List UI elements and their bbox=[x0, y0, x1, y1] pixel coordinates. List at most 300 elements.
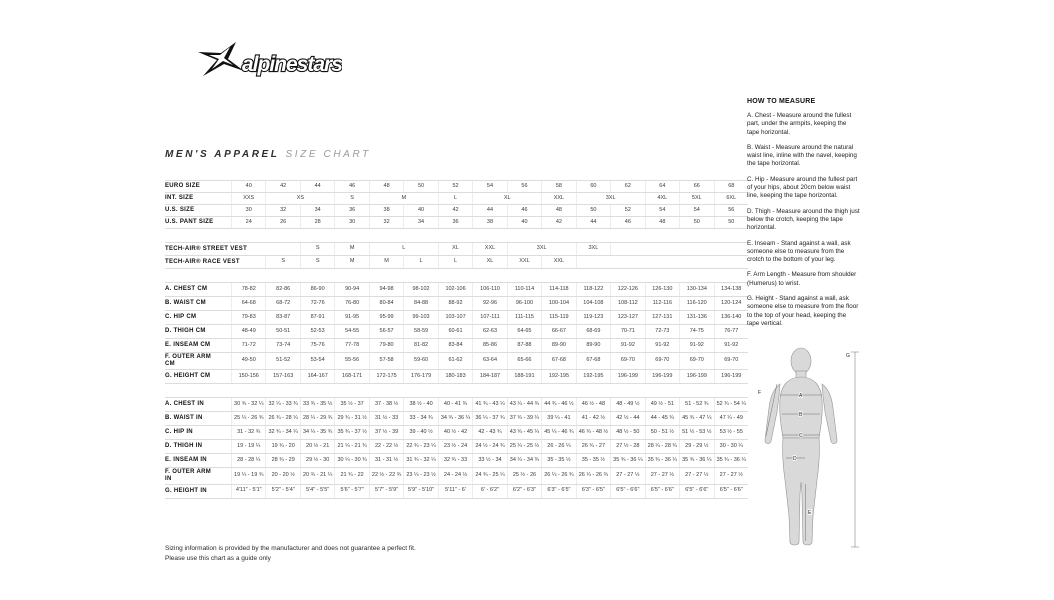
measure-instruction: A. Chest - Measure around the fullest part, under the armpits, keeping the tape horizontal. bbox=[747, 112, 852, 136]
table-cell: 64 bbox=[645, 181, 679, 192]
row-label: E. INSEAM IN bbox=[165, 456, 207, 463]
table-cell: 54 bbox=[679, 205, 713, 216]
table-cell: 32 ¼ - 33 ¾ bbox=[265, 398, 299, 411]
table-cell: 55-56 bbox=[334, 353, 368, 369]
table-cell: 69-70 bbox=[679, 353, 713, 369]
table-cell: 5'7" - 5'9" bbox=[369, 485, 403, 498]
row-label: F. OUTER ARM CM bbox=[165, 354, 212, 367]
table-cell: 6'5" - 6'6" bbox=[610, 485, 644, 498]
table-cell: 30 - 30 ¼ bbox=[714, 440, 748, 453]
table-cell: 5'9" - 5'10" bbox=[403, 485, 437, 498]
page-title-main: MEN'S APPAREL bbox=[165, 149, 280, 160]
table-cell: 35 ¾ - 36 ¼ bbox=[679, 454, 713, 467]
table-cell: 35 ¾ - 37 ½ bbox=[334, 426, 368, 439]
table-cell: XXL bbox=[472, 243, 506, 255]
table-cell: 24 ½ - 24 ¾ bbox=[472, 440, 506, 453]
table-cell: 196-199 bbox=[714, 370, 748, 383]
table-cell: 40 ½ - 42 bbox=[438, 426, 472, 439]
table-cell: 57-58 bbox=[369, 353, 403, 369]
table-cell: 131-136 bbox=[679, 311, 713, 324]
how-to-measure-panel bbox=[747, 98, 860, 335]
table-cell: 91-95 bbox=[334, 311, 368, 324]
table-cell: 41 - 42 ½ bbox=[576, 412, 610, 425]
row-label: D. THIGH IN bbox=[165, 442, 203, 449]
table-cell: 73-74 bbox=[265, 339, 299, 352]
table-cell: 49 ½ - 51 bbox=[645, 398, 679, 411]
row-label: G. HEIGHT IN bbox=[165, 487, 207, 494]
table-cell: 42 bbox=[265, 181, 299, 192]
table-cell: 28 bbox=[300, 217, 334, 228]
table-row bbox=[165, 339, 748, 353]
table-cell bbox=[610, 243, 748, 255]
table-cell: 48 bbox=[369, 181, 403, 192]
table-cell: 52 bbox=[610, 205, 644, 216]
table-cell: 48 bbox=[541, 205, 575, 216]
body-measurement-diagram bbox=[749, 344, 865, 560]
table-cell: 103-107 bbox=[438, 311, 472, 324]
table-cell: 106-110 bbox=[472, 283, 506, 296]
how-to-measure-heading: HOW TO MEASURE bbox=[747, 98, 816, 105]
table-row bbox=[165, 205, 748, 217]
table-cell: 27 - 27 ½ bbox=[645, 468, 679, 484]
table-cell: 59-60 bbox=[403, 353, 437, 369]
table-cell: 3XL bbox=[507, 243, 576, 255]
table-cell: 108-112 bbox=[610, 297, 644, 310]
table-cell: 26 ¼ - 26 ¾ bbox=[541, 468, 575, 484]
table-cell: 176-179 bbox=[403, 370, 437, 383]
table-cell: M bbox=[369, 193, 438, 204]
table-cell: 48 ½ - 50 bbox=[610, 426, 644, 439]
table-cell: 136-140 bbox=[714, 311, 748, 324]
table-cell: 53 ½ - 55 bbox=[714, 426, 748, 439]
table-cell: M bbox=[334, 256, 368, 268]
table-cell: 83-84 bbox=[438, 339, 472, 352]
table-cell: 44 - 45 ¾ bbox=[645, 412, 679, 425]
table-cell: 46 bbox=[334, 181, 368, 192]
table-cell: 71-72 bbox=[231, 339, 265, 352]
table-cell: 27 ½ - 28 bbox=[610, 440, 644, 453]
table-cell: 110-114 bbox=[507, 283, 541, 296]
table-cell: 30 ¾ - 32 ¼ bbox=[231, 398, 265, 411]
page-title-sub: SIZE CHART bbox=[285, 149, 371, 160]
table-cell: 37 - 38 ½ bbox=[369, 398, 403, 411]
table-cell: 52-53 bbox=[300, 325, 334, 338]
table-cell: 26 ¼ - 26 ¾ bbox=[576, 468, 610, 484]
table-cell: 26 ¾ - 28 ¼ bbox=[265, 412, 299, 425]
table-cell: 29 - 29 ½ bbox=[679, 440, 713, 453]
table-cell: 67-68 bbox=[541, 353, 575, 369]
size-table-rows bbox=[165, 180, 748, 499]
table-cell: S bbox=[300, 256, 334, 268]
table-cell: 40 bbox=[231, 181, 265, 192]
table-cell: 77-78 bbox=[334, 339, 368, 352]
table-cell: 84-88 bbox=[403, 297, 437, 310]
table-cell: 83-87 bbox=[265, 311, 299, 324]
table-cell: 49-50 bbox=[231, 353, 265, 369]
table-cell: 72-73 bbox=[645, 325, 679, 338]
table-cell: 33 - 34 ¾ bbox=[403, 412, 437, 425]
table-cell: 33 ½ - 34 bbox=[472, 454, 506, 467]
row-label: B. WAIST CM bbox=[165, 300, 206, 307]
table-cell: 36 bbox=[438, 217, 472, 228]
table-cell: 107-111 bbox=[472, 311, 506, 324]
table-cell: 112-116 bbox=[645, 297, 679, 310]
row-label: EURO SIZE bbox=[165, 183, 201, 190]
table-cell: 6' - 6'2" bbox=[472, 485, 506, 498]
table-row bbox=[165, 297, 748, 311]
table-cell: 63-64 bbox=[472, 353, 506, 369]
table-row bbox=[165, 325, 748, 339]
table-cell: 22 ½ - 22 ¾ bbox=[369, 468, 403, 484]
table-cell: 62-63 bbox=[472, 325, 506, 338]
table-cell: 24 - 24 ½ bbox=[438, 468, 472, 484]
table-cell: 44 ¾ - 46 ½ bbox=[541, 398, 575, 411]
table-cell: 92-96 bbox=[472, 297, 506, 310]
table-cell: 38 ½ - 40 bbox=[403, 398, 437, 411]
table-cell: 127-131 bbox=[645, 311, 679, 324]
table-cell: M bbox=[369, 256, 403, 268]
diagram-label-inseam: E bbox=[808, 510, 812, 516]
table-cell: 40 bbox=[403, 205, 437, 216]
table-cell: 46 bbox=[610, 217, 644, 228]
table-cell: 28 ¼ - 28 ¾ bbox=[645, 440, 679, 453]
table-cell: 50 bbox=[714, 217, 748, 228]
table-cell: 45 ¼ - 46 ¾ bbox=[541, 426, 575, 439]
table-cell: 69-70 bbox=[645, 353, 679, 369]
table-cell: 50 bbox=[679, 217, 713, 228]
table-cell: 6XL bbox=[714, 193, 748, 204]
measure-instruction: B. Waist - Measure around the natural waist line, inline with the navel, keeping the tape horizontal. bbox=[747, 143, 857, 168]
table-cell: 188-191 bbox=[507, 370, 541, 383]
table-cell: 58 bbox=[541, 181, 575, 192]
table-cell bbox=[576, 256, 748, 268]
table-cell: L bbox=[438, 256, 472, 268]
table-cell: 130-134 bbox=[679, 283, 713, 296]
table-cell: 88-92 bbox=[438, 297, 472, 310]
table-cell: 47 ¼ - 49 bbox=[714, 412, 748, 425]
table-cell: 4XL bbox=[645, 193, 679, 204]
table-cell: 184-187 bbox=[472, 370, 506, 383]
table-cell: L bbox=[369, 243, 438, 255]
table-cell: 134-138 bbox=[714, 283, 748, 296]
table-cell: 19 ¾ - 20 bbox=[265, 440, 299, 453]
row-label: F. OUTER ARM IN bbox=[165, 468, 212, 482]
table-cell: 70-71 bbox=[610, 325, 644, 338]
table-cell: 5'2" - 5'4" bbox=[265, 485, 299, 498]
table-cell: 69-70 bbox=[610, 353, 644, 369]
table-cell: 46 ¾ - 48 ½ bbox=[576, 426, 610, 439]
table-cell: 96-100 bbox=[507, 297, 541, 310]
table-cell: 26 ¾ - 27 bbox=[576, 440, 610, 453]
table-cell: 45 ¾ - 47 ¼ bbox=[679, 412, 713, 425]
row-label: C. HIP CM bbox=[165, 314, 197, 321]
table-cell: 94-98 bbox=[369, 283, 403, 296]
table-cell: 6'5" - 6'6" bbox=[714, 485, 748, 498]
table-row bbox=[165, 370, 748, 384]
row-label: TECH-AIR® RACE VEST bbox=[165, 258, 240, 265]
table-row bbox=[165, 311, 748, 325]
table-cell: 78-82 bbox=[231, 283, 265, 296]
alpinestars-wordmark: alpinestars bbox=[242, 53, 342, 76]
table-cell: 36 bbox=[334, 205, 368, 216]
table-cell: 50 bbox=[403, 181, 437, 192]
table-cell: 26 - 26 ¼ bbox=[541, 440, 575, 453]
table-cell: 79-83 bbox=[231, 311, 265, 324]
table-row bbox=[165, 181, 748, 193]
table-cell: S bbox=[300, 243, 334, 255]
table-row bbox=[165, 283, 748, 297]
table-cell: 99-103 bbox=[403, 311, 437, 324]
row-label: C. HIP IN bbox=[165, 428, 193, 435]
table-row bbox=[165, 454, 748, 468]
table-cell: 91-92 bbox=[679, 339, 713, 352]
table-cell: XXL bbox=[541, 193, 575, 204]
row-label: U.S. PANT SIZE bbox=[165, 219, 214, 226]
table-cell: 53-54 bbox=[300, 353, 334, 369]
table-cell: 34 bbox=[300, 205, 334, 216]
row-label: A. CHEST CM bbox=[165, 286, 208, 293]
table-cell: 35 ½ - 37 bbox=[334, 398, 368, 411]
table-cell: 51-52 bbox=[265, 353, 299, 369]
table-cell: 25 ½ - 26 bbox=[507, 468, 541, 484]
table-cell: 34 ¾ - 36 ¼ bbox=[438, 412, 472, 425]
table-cell: 85-86 bbox=[472, 339, 506, 352]
table-row bbox=[165, 440, 748, 454]
table-cell: XXL bbox=[507, 256, 541, 268]
table-cell: 168-171 bbox=[334, 370, 368, 383]
row-label: INT. SIZE bbox=[165, 195, 194, 202]
table-cell: 3XL bbox=[576, 193, 645, 204]
table-row bbox=[165, 426, 748, 440]
table-cell: 95-99 bbox=[369, 311, 403, 324]
table-row bbox=[165, 217, 748, 229]
table-cell: 87-88 bbox=[507, 339, 541, 352]
table-row bbox=[165, 398, 748, 412]
table-cell: 23 ¼ - 23 ½ bbox=[403, 468, 437, 484]
table-cell: 75-76 bbox=[300, 339, 334, 352]
table-cell: 21 ¾ - 22 bbox=[334, 468, 368, 484]
how-to-measure-list bbox=[747, 112, 860, 328]
table-cell: XS bbox=[265, 193, 334, 204]
table-row bbox=[165, 353, 748, 370]
table-cell: 36 ¼ - 37 ¾ bbox=[472, 412, 506, 425]
table-row bbox=[165, 468, 748, 485]
diagram-label-arm: F bbox=[758, 390, 762, 396]
table-cell: 44 bbox=[300, 181, 334, 192]
table-cell: 32 bbox=[265, 205, 299, 216]
table-cell: 48 - 49 ½ bbox=[610, 398, 644, 411]
table-cell: 6'3" - 6'5" bbox=[576, 485, 610, 498]
alpinestars-star-icon bbox=[198, 42, 244, 76]
table-cell: 31 - 31 ½ bbox=[369, 454, 403, 467]
table-cell: 35 ¾ - 36 ¼ bbox=[714, 454, 748, 467]
table-cell: 20 ¾ - 21 ¼ bbox=[300, 468, 334, 484]
table-cell: 24 bbox=[231, 217, 265, 228]
table-cell: 20 ½ - 21 bbox=[300, 440, 334, 453]
table-cell: 68-69 bbox=[576, 325, 610, 338]
table-cell: 89-90 bbox=[541, 339, 575, 352]
table-cell: 28 - 28 ¼ bbox=[231, 454, 265, 467]
table-cell: 30 bbox=[231, 205, 265, 216]
diagram-label-waist: B bbox=[799, 412, 803, 418]
row-label: E. INSEAM CM bbox=[165, 342, 211, 349]
table-cell: XXS bbox=[231, 193, 265, 204]
table-cell: 81-82 bbox=[403, 339, 437, 352]
table-cell: 35 ¾ - 36 ¼ bbox=[645, 454, 679, 467]
table-cell: 126-130 bbox=[645, 283, 679, 296]
table-cell: 26 bbox=[265, 217, 299, 228]
diagram-label-height: G bbox=[846, 353, 850, 359]
table-cell: 62 bbox=[610, 181, 644, 192]
table-cell: 60-61 bbox=[438, 325, 472, 338]
table-cell: 32 ¾ - 34 ¼ bbox=[265, 426, 299, 439]
row-label: TECH-AIR® STREET VEST bbox=[165, 245, 248, 252]
table-cell: 164-167 bbox=[300, 370, 334, 383]
table-cell: S bbox=[334, 193, 368, 204]
table-cell: 31 ¾ - 32 ¼ bbox=[403, 454, 437, 467]
table-cell: 82-86 bbox=[265, 283, 299, 296]
table-cell: 86-90 bbox=[300, 283, 334, 296]
table-cell: 150-156 bbox=[231, 370, 265, 383]
table-cell: 34 ¼ - 34 ¾ bbox=[507, 454, 541, 467]
table-cell: 192-195 bbox=[541, 370, 575, 383]
table-group bbox=[165, 397, 748, 499]
table-cell: 119-123 bbox=[576, 311, 610, 324]
table-cell: XL bbox=[472, 193, 541, 204]
table-cell: 68 bbox=[714, 181, 748, 192]
row-label: B. WAIST IN bbox=[165, 414, 203, 421]
table-cell: M bbox=[334, 243, 368, 255]
table-cell: 76-80 bbox=[334, 297, 368, 310]
table-group bbox=[165, 282, 748, 384]
table-cell: 102-106 bbox=[438, 283, 472, 296]
table-cell: 100-104 bbox=[541, 297, 575, 310]
table-cell: 56 bbox=[507, 181, 541, 192]
table-cell: 46 ½ - 48 bbox=[576, 398, 610, 411]
table-cell: 50-51 bbox=[265, 325, 299, 338]
table-cell: 6'5" - 6'6" bbox=[645, 485, 679, 498]
table-cell: 3XL bbox=[576, 243, 610, 255]
table-cell: 34 bbox=[403, 217, 437, 228]
table-cell: 30 ¼ - 30 ¾ bbox=[334, 454, 368, 467]
row-label: A. CHEST IN bbox=[165, 400, 204, 407]
table-cell: 5'4" - 5'5" bbox=[300, 485, 334, 498]
table-cell: 30 bbox=[334, 217, 368, 228]
table-cell: 31 - 32 ¾ bbox=[231, 426, 265, 439]
table-cell: 116-120 bbox=[679, 297, 713, 310]
measure-instruction: E. Inseam - Stand against a wall, ask someone else to measure from the crotch to the bottom of your leg. bbox=[747, 239, 851, 264]
table-cell: 54 bbox=[472, 181, 506, 192]
table-cell: 20 - 20 ½ bbox=[265, 468, 299, 484]
table-cell: 196-199 bbox=[645, 370, 679, 383]
table-cell: 27 - 27 ½ bbox=[714, 468, 748, 484]
table-cell: 180-183 bbox=[438, 370, 472, 383]
table-cell: 42 bbox=[541, 217, 575, 228]
table-cell: 27 - 27 ½ bbox=[610, 468, 644, 484]
table-cell: 22 ¾ - 23 ¼ bbox=[403, 440, 437, 453]
table-cell: 111-115 bbox=[507, 311, 541, 324]
table-cell: 34 ¼ - 35 ¾ bbox=[300, 426, 334, 439]
table-cell: 52 ¾ - 54 ¼ bbox=[714, 398, 748, 411]
table-cell: 91-92 bbox=[610, 339, 644, 352]
table-cell: 5'11" - 6' bbox=[438, 485, 472, 498]
table-cell: 22 - 22 ½ bbox=[369, 440, 403, 453]
table-cell: 90-94 bbox=[334, 283, 368, 296]
table-cell: 67-68 bbox=[576, 353, 610, 369]
alpinestars-logo bbox=[192, 40, 342, 86]
table-cell: 5'6" - 5'7" bbox=[334, 485, 368, 498]
table-cell: 89-90 bbox=[576, 339, 610, 352]
table-cell: XL bbox=[438, 243, 472, 255]
measure-instruction: D. Thigh - Measure around the thigh just below the crotch, keeping the tape horizontal. bbox=[747, 207, 860, 232]
table-cell: 35 - 35 ½ bbox=[541, 454, 575, 467]
table-cell: 23 ½ - 24 bbox=[438, 440, 472, 453]
table-cell: 122-126 bbox=[610, 283, 644, 296]
table-cell: 37 ¾ - 39 ¼ bbox=[507, 412, 541, 425]
table-cell: 51 - 52 ¾ bbox=[679, 398, 713, 411]
table-cell: L bbox=[438, 193, 472, 204]
table-cell: 42 ½ - 44 bbox=[610, 412, 644, 425]
table-cell: 192-195 bbox=[576, 370, 610, 383]
table-cell: 38 bbox=[472, 217, 506, 228]
measure-instruction: G. Height - Stand against a wall, ask someone else to measure from the floor to the top of your head, keeping the tape vertical. bbox=[747, 295, 859, 327]
table-cell: 48 bbox=[645, 217, 679, 228]
table-row bbox=[165, 243, 748, 256]
table-cell: 52 bbox=[438, 181, 472, 192]
table-cell: S bbox=[265, 256, 299, 268]
table-cell: 91-92 bbox=[645, 339, 679, 352]
table-cell: 6'3" - 6'5" bbox=[541, 485, 575, 498]
table-cell: L bbox=[403, 256, 437, 268]
table-cell: 120-124 bbox=[714, 297, 748, 310]
table-cell: 31 ½ - 33 bbox=[369, 412, 403, 425]
table-cell: 98-102 bbox=[403, 283, 437, 296]
table-cell: 29 ¾ - 31 ½ bbox=[334, 412, 368, 425]
table-cell: 72-76 bbox=[300, 297, 334, 310]
table-cell: 44 bbox=[472, 205, 506, 216]
table-cell: 65-66 bbox=[507, 353, 541, 369]
table-cell: XL bbox=[472, 256, 506, 268]
table-cell: 37 ½ - 39 bbox=[369, 426, 403, 439]
table-cell: 46 bbox=[507, 205, 541, 216]
table-cell: 104-108 bbox=[576, 297, 610, 310]
table-cell: 79-80 bbox=[369, 339, 403, 352]
measure-instruction: F. Arm Length - Measure from shoulder (Humerus) to wrist. bbox=[747, 271, 857, 287]
table-cell: 41 ¾ - 43 ¼ bbox=[472, 398, 506, 411]
table-cell: 54 bbox=[645, 205, 679, 216]
table-cell: 25 ¼ - 26 ¾ bbox=[231, 412, 265, 425]
table-cell: 66 bbox=[679, 181, 713, 192]
size-table bbox=[165, 180, 748, 512]
table-cell: 60 bbox=[576, 181, 610, 192]
table-cell: 6'2" - 6'3" bbox=[507, 485, 541, 498]
table-row bbox=[165, 485, 748, 499]
table-cell: 43 ¾ - 45 ¼ bbox=[507, 426, 541, 439]
table-group bbox=[165, 242, 748, 269]
table-cell: 24 ¾ - 25 ¼ bbox=[472, 468, 506, 484]
table-cell: 35 ¾ - 36 ¼ bbox=[610, 454, 644, 467]
table-cell: 61-62 bbox=[438, 353, 472, 369]
table-cell: 28 ¾ - 29 bbox=[265, 454, 299, 467]
table-cell: 6'5" - 6'6" bbox=[679, 485, 713, 498]
table-cell: 44 bbox=[576, 217, 610, 228]
table-cell: 40 bbox=[507, 217, 541, 228]
table-cell: 19 - 19 ¼ bbox=[231, 440, 265, 453]
table-cell: 40 - 41 ¾ bbox=[438, 398, 472, 411]
table-cell: 196-199 bbox=[610, 370, 644, 383]
table-cell: 196-199 bbox=[679, 370, 713, 383]
table-cell: 80-84 bbox=[369, 297, 403, 310]
